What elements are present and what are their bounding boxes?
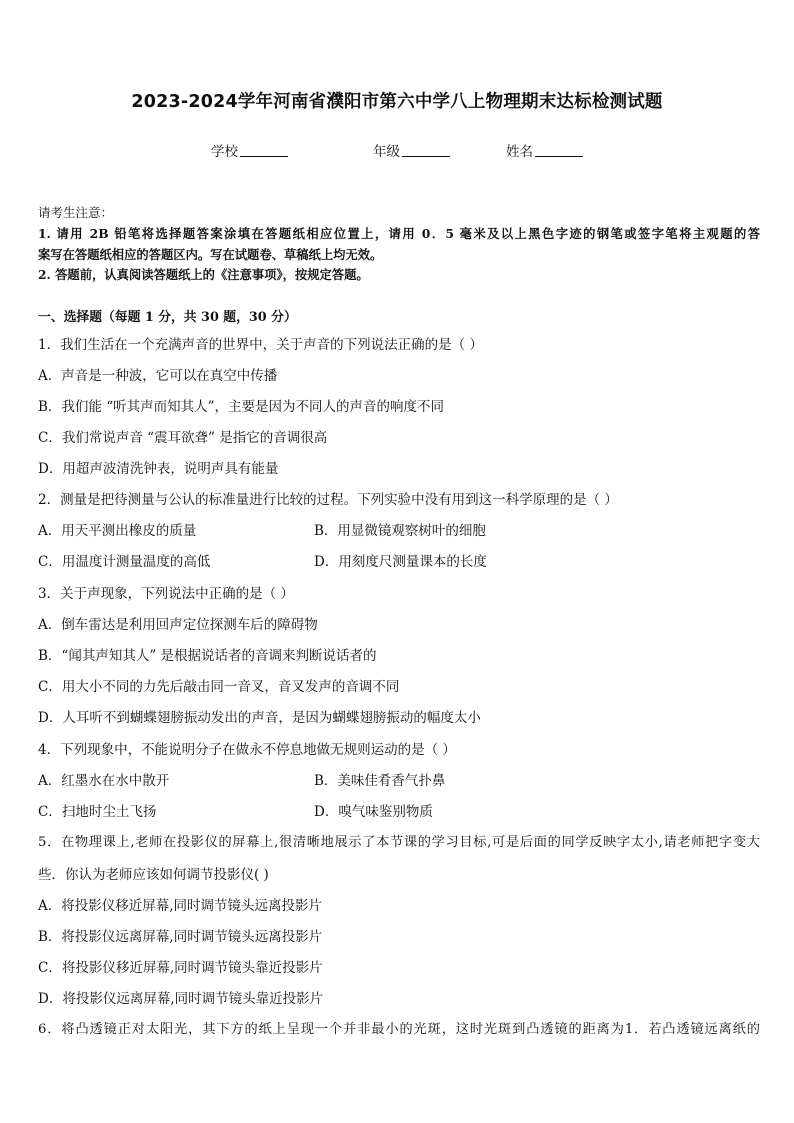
q4-option-b: B．美味佳肴香气扑鼻 — [314, 773, 446, 789]
q2-option-c: C．用温度计测量温度的高低 — [38, 554, 211, 570]
q5-option-d: D．将投影仪远离屏幕,同时调节镜头靠近投影片 — [38, 991, 324, 1007]
q5-stem-line2: 些．你认为老师应该如何调节投影仪( ) — [38, 867, 269, 883]
school-label: 学校 — [211, 144, 238, 160]
grade-label: 年级 — [373, 144, 400, 160]
name-blank — [535, 144, 583, 157]
q3-option-a: A．倒车雷达是利用回声定位探测车后的障碍物 — [38, 617, 318, 633]
q5-option-c: C．将投影仪移近屏幕,同时调节镜头靠近投影片 — [38, 960, 323, 976]
grade-field — [373, 140, 450, 160]
q5-option-a: A．将投影仪移近屏幕,同时调节镜头远离投影片 — [38, 898, 323, 914]
name-field — [506, 140, 583, 160]
notice-item2: 2. 答题前，认真阅读答题纸上的《注意事项》，按规定答题。 — [38, 267, 369, 282]
q4-stem: 4．下列现象中，不能说明分子在做永不停息地做无规则运动的是（ ） — [38, 742, 456, 758]
q4-option-c: C．扫地时尘土飞扬 — [38, 804, 157, 820]
grade-blank — [402, 144, 450, 157]
q1-option-b: B．我们能 “听其声而知其人”，主要是因为不同人的声音的响度不同 — [38, 399, 445, 415]
q5-stem-line1: 5．在物理课上,老师在投影仪的屏幕上,很清晰地展示了本节课的学习目标,可是后面的同学反映字太小,请老师把字变大 — [38, 835, 760, 850]
notice-heading: 请考生注意： — [38, 205, 114, 220]
page-title: 2023-2024学年河南省濮阳市第六中学八上物理期末达标检测试题 — [131, 92, 663, 112]
school-field — [211, 140, 288, 160]
q3-stem: 3．关于声现象，下列说法中正确的是（ ） — [38, 586, 294, 602]
name-label: 姓名 — [506, 144, 533, 160]
section-heading: 一、选择题（每题 1 分，共 30 题，30 分） — [38, 310, 297, 325]
q2-option-b: B．用显微镜观察树叶的细胞 — [314, 523, 486, 539]
q4-option-a: A．红墨水在水中散开 — [38, 773, 170, 789]
q2-option-a: A．用天平测出橡皮的质量 — [38, 523, 197, 539]
q3-option-c: C．用大小不同的力先后敲击同一音叉，音叉发声的音调不同 — [38, 679, 400, 695]
q1-option-c: C．我们常说声音 “震耳欲聋” 是指它的音调很高 — [38, 430, 328, 446]
q1-stem: 1．我们生活在一个充满声音的世界中，关于声音的下列说法正确的是（ ） — [38, 337, 483, 353]
notice-item1-line1: 1. 请用 2B 铅笔将选择题答案涂填在答题纸相应位置上，请用 0．5 毫米及以上黑色字迹的钢笔或签字笔将主观题的答 — [38, 226, 760, 241]
q3-option-d: D．人耳听不到蝴蝶翅膀振动发出的声音，是因为蝴蝶翅膀振动的幅度太小 — [38, 710, 481, 726]
q1-option-a: A．声音是一种波，它可以在真空中传播 — [38, 368, 278, 384]
q5-option-b: B．将投影仪远离屏幕,同时调节镜头远离投影片 — [38, 929, 323, 945]
q4-option-d: D．嗅气味鉴别物质 — [314, 804, 433, 820]
school-blank — [240, 144, 288, 157]
q2-stem: 2．测量是把待测量与公认的标准量进行比较的过程。下列实验中没有用到这一科学原理的是（ ） — [38, 492, 618, 508]
q1-option-d: D．用超声波清洗钟表，说明声具有能量 — [38, 461, 279, 477]
q3-option-b: B．“闻其声知其人” 是根据说话者的音调来判断说话者的 — [38, 648, 377, 664]
q6-stem-line1: 6．将凸透镜正对太阳光，其下方的纸上呈现一个并非最小的光斑，这时光斑到凸透镜的距离为1．若凸透镜远离纸的 — [38, 1022, 760, 1037]
notice-item1-line2: 案写在答题纸相应的答题区内。写在试题卷、草稿纸上均无效。 — [38, 247, 383, 262]
q2-option-d: D．用刻度尺测量课本的长度 — [314, 554, 487, 570]
